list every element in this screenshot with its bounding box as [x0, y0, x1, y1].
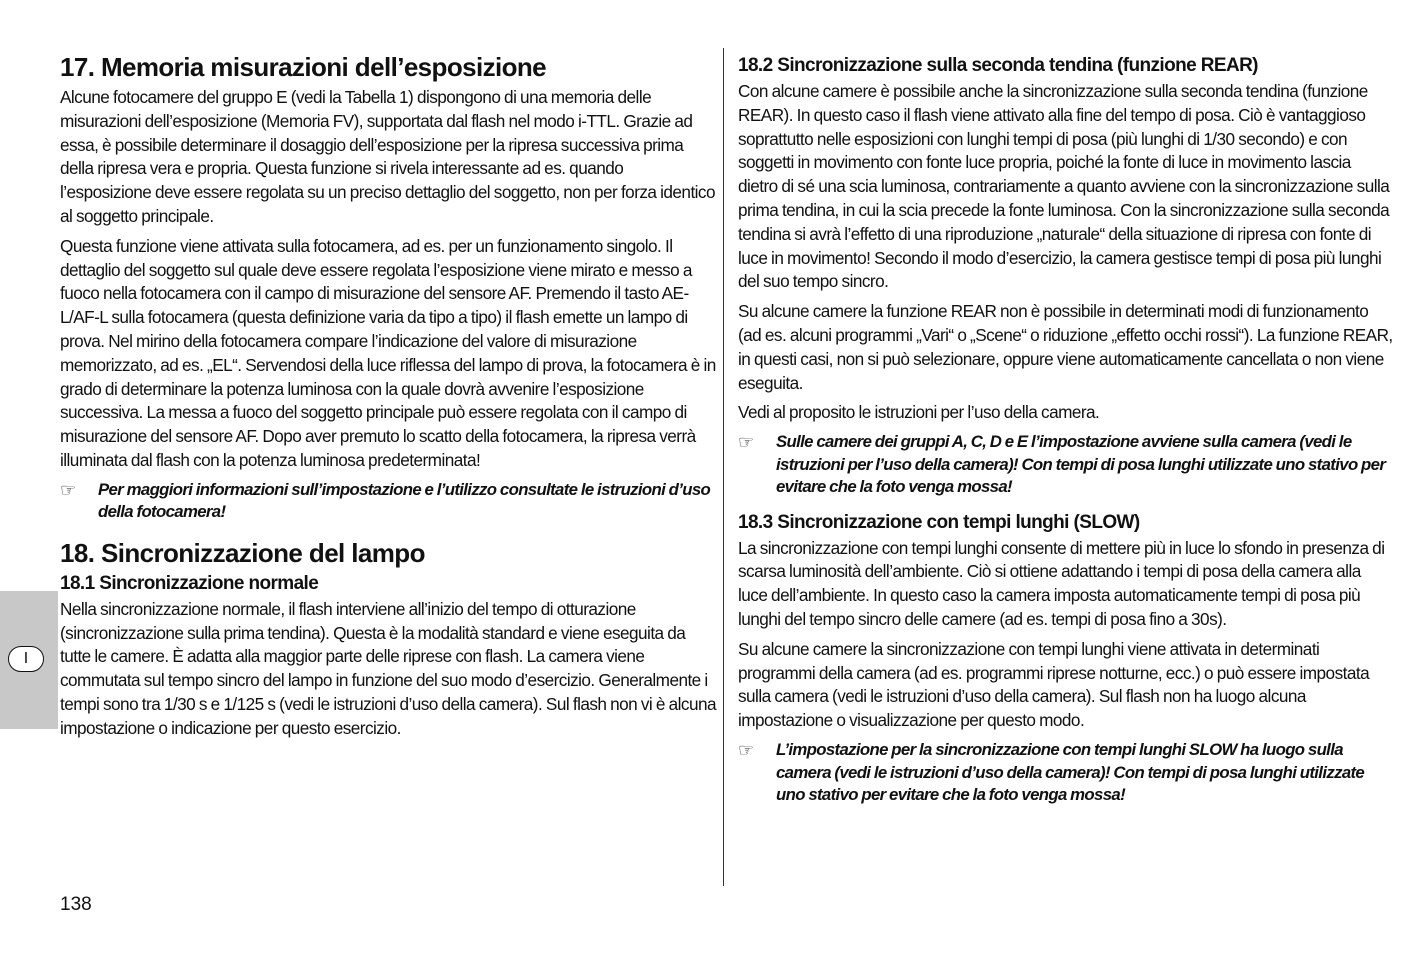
- section-18-2-note-text: Sulle camere dei gruppi A, C, D e E l’impostazione avviene sulla camera (vedi le istruzioni per l’uso della camera)! Con tempi di posa lunghi utilizzate uno stativo per evitare che la foto venga mossa!: [776, 432, 1386, 497]
- section-18-2-paragraph-2: Su alcune camere la funzione REAR non è possibile in determinati modi di funzionamento (ad es. alcuni programmi „Vari“ o „Scene“ o riduzione „effetto occhi rossi“). La funzione REAR, in questi casi, non si può selezionare, oppure viene automaticamente cancellata o non viene eseguita.: [738, 301, 1393, 393]
- pointing-hand-icon: ☞: [738, 740, 755, 761]
- section-18-title: 18. Sincronizzazione del lampo: [60, 537, 425, 568]
- section-17-note-text: Per maggiori informazioni sull’impostazione e l’utilizzo consultate le istruzioni d’uso della fotocamera!: [98, 479, 711, 522]
- section-18-2-paragraph-1: Con alcune camere è possibile anche la sincronizzazione sulla seconda tendina (funzione REAR). In questo caso il flash viene attivato alla fine del tempo di posa. Ciò è vantaggioso soprattutto nelle esposizioni con lunghi tempi di posa (più lunghi di 1/30 secondo) e con soggetti in movimento con fonte luce propria, poiché la fonte di luce in movimento lascia dietro di sé una scia luminosa, contrariamente a quanto avviene con la sincronizzazione sulla prima tendina, in cui la scia precede la fonte luminosa. Con la sincronizzazione sulla seconda tendina si avrà l’effetto di una riproduzione „naturale“ della situazione di ripresa con fonte di luce in movimento! Secondo il modo d’esercizio, la camera gestisce tempi di posa più lunghi del suo tempo sincro.: [738, 81, 1390, 292]
- section-18-3: [738, 511, 1393, 807]
- section-18-3-note-text: L’impostazione per la sincronizzazione con tempi lunghi SLOW ha luogo sulla camera (vedi le istruzioni d’uso della camera)! Con tempi di posa lunghi utilizzate uno stativo per evitare che la foto venga mossa!: [776, 740, 1365, 805]
- section-18-3-note: [738, 739, 1393, 807]
- section-18-2-title: 18.2 Sincronizzazione sulla seconda tendina (funzione REAR): [738, 55, 1258, 76]
- left-column: [60, 48, 716, 747]
- section-18-2: [738, 54, 1393, 499]
- section-18-3-title: 18.3 Sincronizzazione con tempi lunghi (SLOW): [738, 511, 1140, 533]
- section-18-1-paragraph-1: Nella sincronizzazione normale, il flash interviene all’inizio del tempo di otturazione (sincronizzazione sulla prima tendina). Questa è la modalità standard e viene eseguita da tutte le camere. È adatta alla maggior parte delle riprese con flash. La camera viene commutata sul tempo sincro del lampo in funzione del suo modo d’esercizio. Generalmente i tempi sono tra 1/30 s e 1/125 s (vedi le istruzioni d’uso della camera). Sul flash non vi è alcuna impostazione o indicazione per questo esercizio.: [60, 598, 717, 738]
- section-18: [60, 538, 716, 741]
- pointing-hand-icon: ☞: [60, 479, 77, 500]
- section-18-3-paragraph-2: Su alcune camere la sincronizzazione con tempi lunghi viene attivata in determinati programmi della camera (ad es. programmi riprese notturne, ecc.) o può essere impostata sulla camera (vedi le istruzioni d’uso della camera). Sul flash non ha luogo alcuna impostazione o visualizzazione per questo modo.: [738, 638, 1370, 731]
- page-number: 138: [60, 894, 92, 915]
- pointing-hand-icon: ☞: [738, 432, 755, 453]
- section-17-paragraph-1: Alcune fotocamere del gruppo E (vedi la Tabella 1) dispongono di una memoria delle misurazioni dell’esposizione (Memoria FV), supportata dal flash nel modo i-TTL. Grazie ad essa, è possibile determinare il dosaggio dell’esposizione per la ripresa successiva prima della ripresa vera e propria. Questa funzione si rivela interessante ad es. quando l’esposizione deve essere regolata su un preciso dettaglio del soggetto, non per forza identico al soggetto principale.: [60, 87, 715, 226]
- section-17: [60, 52, 716, 524]
- right-column: [738, 48, 1393, 817]
- section-18-2-paragraph-3: Vedi al proposito le istruzioni per l’uso della camera.: [738, 402, 1100, 423]
- section-17-title: 17. Memoria misurazioni dell’esposizione: [60, 52, 547, 82]
- section-18-2-note: [738, 431, 1393, 499]
- section-17-paragraph-2: Questa funzione viene attivata sulla fotocamera, ad es. per un funzionamento singolo. Il dettaglio del soggetto sul quale deve essere regolata l’esposizione viene mirato e messo a fuoco nella fotocamera con il campo di misurazione del sensore AF. Premendo il tasto AE-L/AF-L sulla fotocamera (questa definizione varia da tipo a tipo) il flash emette un lampo di prova. Nel mirino della fotocamera compare l’indicazione del valore di misurazione memorizzato, ad es. „EL“. Servendosi della luce riflessa del lampo di prova, la fotocamera è in grado di determinare la potenza luminosa con la quale dovrà avvenire l’esposizione successiva. La messa a fuoco del soggetto principale può essere regolata con il campo di misurazione del sensore AF. Dopo aver premuto lo scatto della fotocamera, la ripresa verrà illuminata dal flash con la potenza luminosa predeterminata!: [60, 235, 716, 470]
- column-divider: [723, 48, 724, 886]
- section-17-note: [60, 479, 716, 524]
- language-badge: I: [8, 646, 44, 672]
- section-18-1-title: 18.1 Sincronizzazione normale: [60, 572, 319, 594]
- section-18-3-paragraph-1: La sincronizzazione con tempi lunghi consente di mettere più in luce lo sfondo in presenza di scarsa luminosità dell’ambiente. Ciò si ottiene adattando i tempi di posa della camera alla luce dell’ambiente. In questo caso la camera imposta automaticamente tempi di posa più lunghi del tempo sincro delle camere (ad es. tempi di posa fino a 30s).: [738, 537, 1385, 630]
